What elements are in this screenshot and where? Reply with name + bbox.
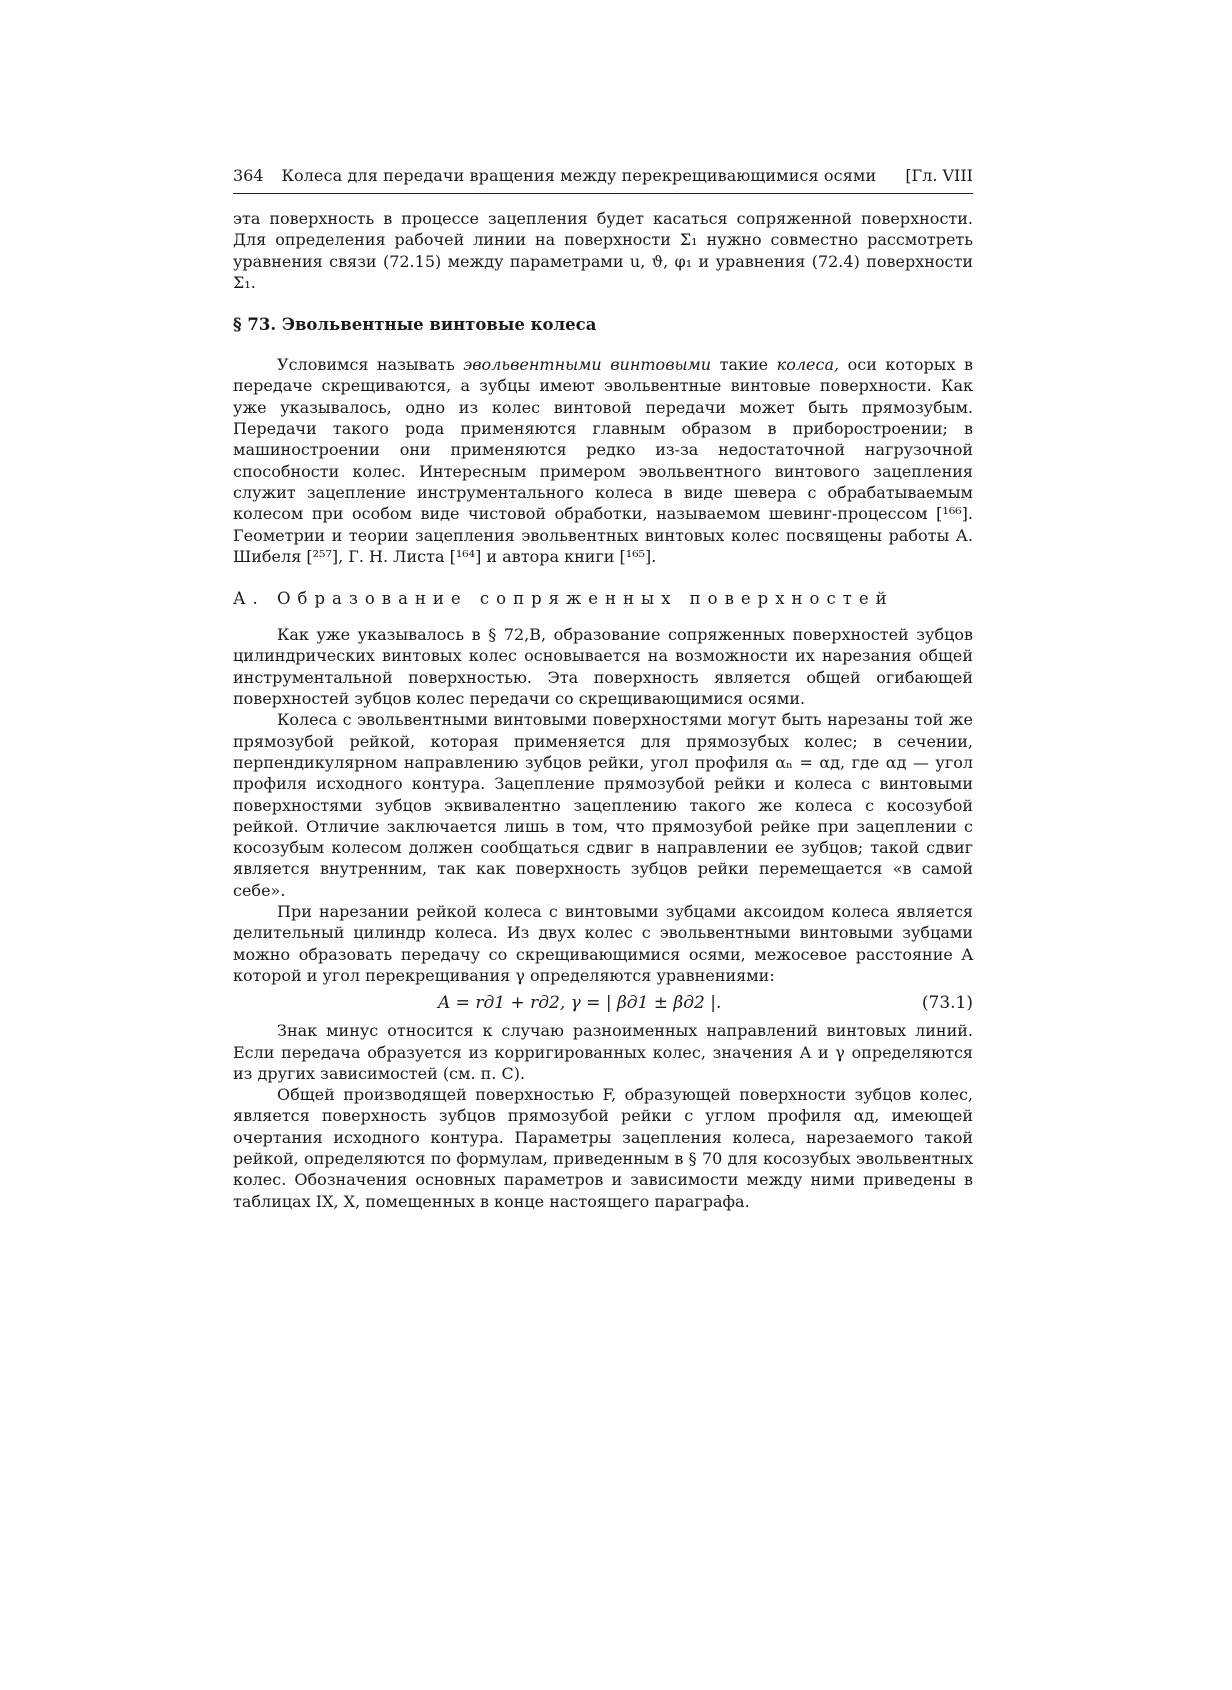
intro-paragraph: эта поверхность в процессе зацепления будет касаться сопряженной поверхности. Для определения рабочей линии на поверхности Σ₁ нужно совместно рассмотреть уравнения связи (72.15) между параметрами u, ϑ, φ₁ и уравнения (72.4) поверхности Σ₁. (233, 209, 973, 292)
subsection-paragraph-1: Как уже указывалось в § 72,В, образование сопряженных поверхностей зубцов цилиндрических винтовых колес основывается на возможности их нарезания общей инструментальной поверхностью. Эта поверхность является общей огибающей поверхностей зубцов колес передачи со скрещивающимися осями. (233, 625, 973, 709)
chapter-label: [Гл. VIII (905, 166, 973, 185)
running-title: Колеса для передачи вращения между перекрещивающимися осями (281, 166, 877, 185)
book-page (233, 165, 973, 1212)
subsection-title: А. Образование сопряженных поверхностей (233, 589, 894, 609)
subsection-paragraph-3: При нарезании рейкой колеса с винтовыми зубцами аксоидом колеса является делительный цилиндр колеса. Из двух колес с эвольвентными винтовыми зубцами можно образовать передачу со скрещивающимися осями, межосевое расстояние A которой и угол перекрещивания γ определяются уравнениями: (233, 902, 973, 985)
subsection-paragraph-4: Знак минус относится к случаю разноименных направлений винтовых линий. Если передача образуется из корригированных колес, значения A и γ определяются из других зависимостей (см. п. С). (233, 1021, 973, 1083)
subsection-paragraph-5: Общей производящей поверхностью F, образующей поверхности зубцов колес, является поверхность зубцов прямозубой рейки с углом профиля αд, имеющей очертания исходного контура. Параметры зацепления колеса, нарезаемого такой рейкой, определяются по формулам, приведенным в § 70 для косозубых эвольвентных колес. Обозначения основных параметров и зависимости между ними приведены в таблицах IX, X, помещенных в конце настоящего параграфа. (233, 1085, 973, 1211)
equation-73-1 (233, 988, 973, 1018)
para-term-2: колеса, (776, 355, 840, 375)
equation-number: (73.1) (921, 993, 973, 1014)
section-paragraph-1 (233, 354, 973, 567)
subsection-paragraph-2: Колеса с эвольвентными винтовыми поверхностями могут быть нарезаны той же прямозубой рейкой, которая применяется для прямозубых колес; в сечении, перпендикулярном направлению зубцов рейки, угол профиля αₙ = αд, где αд — угол профиля исходного контура. Зацепление прямозубой рейки и колеса с винтовыми поверхностями зубцов эквивалентно зацеплению такого же колеса с косозубой рейкой. Отличие заключается лишь в том, что прямозубой рейке при зацеплении с косозубым колесом должен сообщаться сдвиг в направлении ее зубцов; такой сдвиг является внутренним, так как поверхность зубцов рейки перемещается «в самой себе». (233, 710, 973, 900)
para-mid: такие (711, 355, 777, 375)
page-number: 364 (233, 166, 264, 185)
para-rest: оси которых в передаче скрещиваются, а зубцы имеют эвольвентные винтовые поверхности. Как уже указывалось, одно из колес винтовой передачи может быть прямозубым. Передачи такого рода применяются главным образом в приборостроении; в машиностроении они применяются редко из-за недостаточной нагрузочной способности колес. Интересным примером эвольвентного винтового зацепления служит зацепление инструментального колеса в виде шевера с обрабатываемым колесом при особом виде чистовой обработки, называемом шевинг-процессом [¹⁶⁶]. Геометрии и теории зацепления эвольвентных винтовых колес посвящены работы А. Шибеля [²⁵⁷], Г. Н. Листа [¹⁶⁴] и автора книги [¹⁶⁵]. (233, 355, 973, 566)
running-header (233, 165, 973, 194)
section-title: § 73. Эвольвентные винтовые колеса (233, 315, 597, 335)
para-term: эвольвентными винтовыми (463, 355, 712, 375)
equation-expression: A = rд1 + rд2, γ = | βд1 ± βд2 |. (438, 993, 722, 1014)
para-lead: Условимся называть (277, 355, 464, 375)
